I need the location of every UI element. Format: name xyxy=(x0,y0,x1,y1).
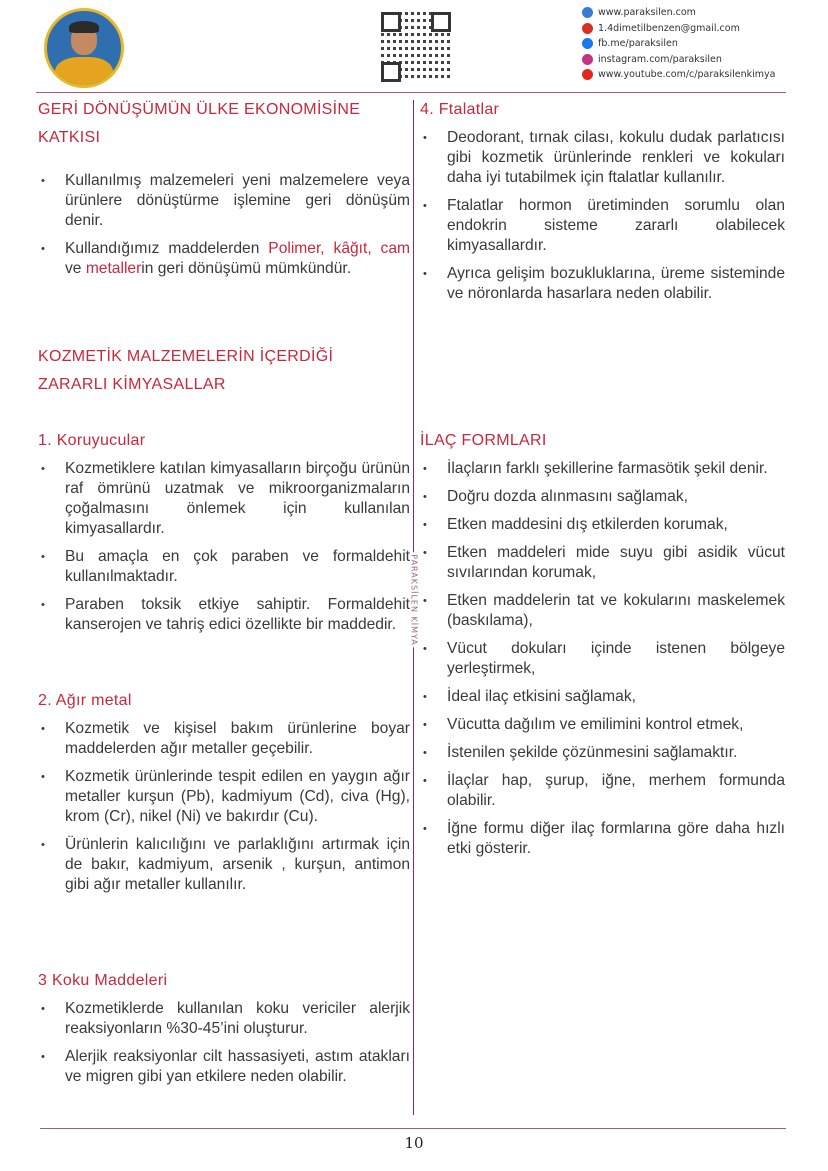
list-item xyxy=(38,595,410,635)
list-item xyxy=(420,639,785,679)
item-text: İdeal ilaç etkisini sağlamak, xyxy=(447,688,636,705)
list-item xyxy=(420,128,785,188)
item-text: İlaçlar hap, şurup, iğne, merhem formunda olabilir. xyxy=(447,772,785,809)
item-text: İstenilen şekilde çözünmesini sağlamaktır. xyxy=(447,744,738,761)
list-item xyxy=(420,771,785,811)
contact-list xyxy=(582,5,775,83)
page-number: 10 xyxy=(404,1134,424,1152)
list-item xyxy=(420,715,785,735)
author-avatar xyxy=(44,8,124,88)
bullet-list xyxy=(38,171,410,279)
list-item xyxy=(420,459,785,479)
left-sec-4 xyxy=(38,967,410,1095)
item-text: Doğru dozda alınmasını sağlamak, xyxy=(447,488,688,505)
item-text: İğne formu diğer ilaç formlarına göre daha hızlı etki gösterir. xyxy=(447,820,785,857)
list-item xyxy=(38,547,410,587)
item-text: Etken maddesini dış etkilerden korumak, xyxy=(447,516,728,533)
item-text: Ayrıca gelişim bozukluklarına, üreme sisteminde ve nöronlarda hasarlara neden olabilir. xyxy=(447,265,785,302)
item-text: Kullandığımız maddelerden xyxy=(65,240,269,257)
right-sec-1 xyxy=(420,427,785,867)
contact-text[interactable]: instagram.com/paraksilen xyxy=(598,53,722,65)
highlight-text: Polimer, kâğıt, cam xyxy=(268,240,411,257)
item-text: Vücutta dağılım ve emilimini kontrol etmek, xyxy=(447,716,744,733)
list-item xyxy=(420,515,785,535)
section-heading: 3 Koku Maddeleri xyxy=(38,972,168,989)
contact-item[interactable] xyxy=(582,52,775,68)
item-text: Bu amaçla en çok paraben ve formaldehit kullanılmaktadır. xyxy=(65,548,410,585)
list-item xyxy=(420,687,785,707)
right-sec-0 xyxy=(420,96,785,312)
contact-text[interactable]: 1.4dimetilbenzen@gmail.com xyxy=(598,22,740,34)
instagram-icon xyxy=(582,54,593,65)
item-text: İlaçların farklı şekillerine farmasötik şekil denir. xyxy=(447,460,768,477)
footer-divider xyxy=(40,1128,786,1129)
web-icon xyxy=(582,7,593,18)
list-item xyxy=(38,767,410,827)
list-item xyxy=(420,591,785,631)
bullet-list xyxy=(38,459,410,635)
facebook-icon xyxy=(582,38,593,49)
section-heading: ZARARLI KİMYASALLAR xyxy=(38,376,226,393)
section-heading: GERİ DÖNÜŞÜMÜN ÜLKE EKONOMİSİNE xyxy=(38,101,361,118)
left-sec-2 xyxy=(38,427,410,643)
item-text: Kozmetik ürünlerinde tespit edilen en yaygın ağır metaller kurşun (Pb), kadmiyum (Cd), civa (Hg), krom (Cr), nikel (Ni) ve bakırdır (Cu). xyxy=(65,768,410,825)
item-text: Deodorant, tırnak cilası, kokulu dudak parlatıcısı gibi kozmetik ürünlerinde renkleri ve kokuları daha iyi tutabilmek için ftalatlar kullanılır. xyxy=(447,129,785,186)
list-item xyxy=(38,835,410,895)
list-item xyxy=(420,819,785,859)
left-sec-1 xyxy=(38,343,410,403)
item-text: Vücut dokuları içinde istenen bölgeye yerleştirmek, xyxy=(447,640,785,677)
bullet-list xyxy=(420,459,785,859)
left-sec-0 xyxy=(38,96,410,287)
section-heading: 1. Koruyucular xyxy=(38,432,146,449)
contact-item[interactable] xyxy=(582,67,775,83)
list-item xyxy=(420,743,785,763)
item-text: ve xyxy=(65,260,86,277)
section-heading: İLAÇ FORMLARI xyxy=(420,432,547,449)
youtube-icon xyxy=(582,69,593,80)
contact-text[interactable]: www.paraksilen.com xyxy=(598,7,696,18)
section-heading: KATKISI xyxy=(38,129,101,146)
left-sec-3 xyxy=(38,687,410,903)
section-heading: KOZMETİK MALZEMELERİN İÇERDİĞİ xyxy=(38,348,334,365)
highlight-text: metaller xyxy=(85,260,142,277)
item-text: Kullanılmış malzemeleri yeni malzemelere veya ürünlere dönüştürme işlemine geri dönüşüm denir. xyxy=(65,172,410,229)
item-text: Ürünlerin kalıcılığını ve parlaklığını artırmak için de bakır, kadmiyum, arsenik , kurşun, antimon gibi ağır metaller kullanılır. xyxy=(65,836,410,893)
item-text: Ftalatlar hormon üretiminden sorumlu olan endokrin sisteme zararlı olabilecek kimyasallardır. xyxy=(447,197,785,254)
list-item xyxy=(420,487,785,507)
contact-text[interactable]: www.youtube.com/c/paraksilenkimya xyxy=(598,69,776,80)
item-text: in geri dönüşümü mümkündür. xyxy=(141,260,352,277)
item-text: Kozmetiklere katılan kimyasalların birçoğu ürünün raf ömrünü uzatmak ve mikroorganizmaların çoğalmasını önlemek için kullanılan kimyasallardır. xyxy=(65,460,410,537)
item-text: Etken maddelerin tat ve kokularını maskelemek (baskılama), xyxy=(447,592,785,629)
item-text: Alerjik reaksiyonlar cilt hassasiyeti, astım atakları ve migren gibi yan etkilere neden olabilir. xyxy=(65,1048,410,1085)
header-divider xyxy=(36,92,786,93)
list-item xyxy=(38,1047,410,1087)
contact-item[interactable] xyxy=(582,21,775,37)
list-item xyxy=(420,543,785,583)
contact-item[interactable] xyxy=(582,5,775,21)
list-item xyxy=(38,719,410,759)
contact-item[interactable] xyxy=(582,36,775,52)
item-text: Kozmetiklerde kullanılan koku vericiler alerjik reaksiyonların %30-45’ini oluşturur. xyxy=(65,1000,410,1037)
watermark: PARAKSİLEN KİMYA xyxy=(409,554,419,646)
contact-text[interactable]: fb.me/paraksilen xyxy=(598,38,678,49)
item-text: Paraben toksik etkiye sahiptir. Formaldehit kanserojen ve tahriş edici özellikte bir maddedir. xyxy=(65,596,410,633)
qr-code[interactable] xyxy=(381,12,451,82)
bullet-list xyxy=(38,719,410,895)
list-item xyxy=(38,999,410,1039)
list-item xyxy=(38,239,410,279)
list-item xyxy=(38,171,410,231)
item-text: Etken maddeleri mide suyu gibi asidik vücut sıvılarından korumak, xyxy=(447,544,785,581)
section-heading: 2. Ağır metal xyxy=(38,692,132,709)
gmail-icon xyxy=(582,23,593,34)
list-item xyxy=(420,196,785,256)
bullet-list xyxy=(38,999,410,1087)
item-text: Kozmetik ve kişisel bakım ürünlerine boyar maddelerden ağır metaller geçebilir. xyxy=(65,720,410,757)
bullet-list xyxy=(420,128,785,304)
section-heading: 4. Ftalatlar xyxy=(420,101,500,118)
list-item xyxy=(420,264,785,304)
list-item xyxy=(38,459,410,539)
